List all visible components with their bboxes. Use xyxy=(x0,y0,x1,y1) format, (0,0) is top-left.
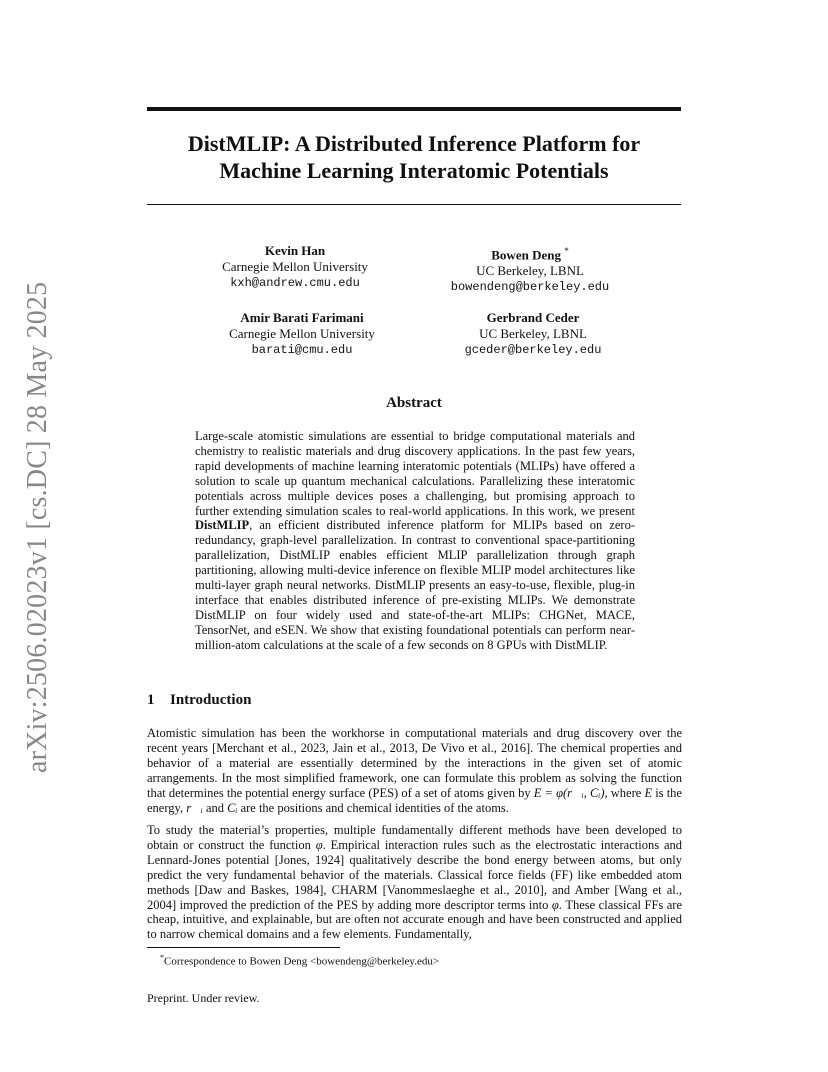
author-name: Bowen Deng * xyxy=(491,246,569,263)
math-symbol: φ xyxy=(551,897,559,912)
math-symbol: r⃗ᵢ xyxy=(186,800,203,815)
author-affiliation: Carnegie Mellon University xyxy=(222,259,368,274)
footnote: *Correspondence to Bowen Deng <bowendeng@berkeley.edu> xyxy=(160,953,440,968)
section-title: Introduction xyxy=(170,692,252,708)
author-name: Gerbrand Ceder xyxy=(486,310,580,325)
paper-title: DistMLIP: A Distributed Inference Platform for Machine Learning Interatomic Potentials xyxy=(187,131,641,183)
math-symbol: E xyxy=(644,785,653,800)
section-heading xyxy=(147,692,251,709)
footnote-rule xyxy=(147,947,340,948)
author-block xyxy=(433,310,633,358)
author-affiliation: Carnegie Mellon University xyxy=(229,326,375,341)
body-paragraph: To study the material’s properties, multiple fundamentally different methods have been developed to obtain or construct the function φ. Empirical interaction rules such as the electrostatic interactions and Lennard-Jones potential [Jones, 1924] qualitatively describe the bond energy between atoms, but only predict the very fundamental behavior of the materials. Classical force fields (FF) like embedded atom methods [Daw and Baskes, 1984], CHARM [Vanommeslaeghe et al., 2010], and Amber [Wang et al., 2004] improved the prediction of the PES by adding more descriptor terms into φ. These classical FFs are cheap, intuitive, and explainable, but are often not accurate enough and have been constructed and applied to narrow chemical domains and a few elements. Fundamentally, xyxy=(147,823,683,942)
body-paragraph: Atomistic simulation has been the workhorse in computational materials and drug discovery over the recent years [Merchant et al., 2023, Jain et al., 2013, De Vivo et al., 2016]. The chemical properties and behavior of a material are essentially determined by the interactions in the given set of atomic arrangements. In the most simplified framework, one can formulate this problem as solving the function that determines the potential energy surface (PES) of a set of atoms given by E = φ(r⃗ᵢ, Cᵢ), where E is the energy, r⃗ᵢ and Cᵢ are the positions and chemical identities of the atoms. xyxy=(147,726,682,815)
title-top-rule xyxy=(147,107,681,111)
preprint-notice: Preprint. Under review. xyxy=(147,991,260,1005)
author-affiliation: UC Berkeley, LBNL xyxy=(479,326,587,341)
title-bottom-rule xyxy=(147,204,681,205)
inline-equation: E = φ(r⃗ᵢ, Cᵢ), xyxy=(533,785,608,800)
author-block xyxy=(202,310,402,358)
math-symbol: Cᵢ xyxy=(227,800,238,815)
author-name: Amir Barati Farimani xyxy=(240,310,364,325)
footnote-marker: * xyxy=(160,953,164,962)
author-block xyxy=(430,243,630,295)
section-number: 1 xyxy=(147,692,155,708)
system-name: DistMLIP xyxy=(195,518,250,533)
author-block xyxy=(195,243,395,291)
abstract-text: Large-scale atomistic simulations are essential to bridge computational materials and chemistry to realistic materials and drug discovery applications. In the past few years, rapid developments of machine learning interatomic potentials (MLIPs) have offered a solution to scale up quantum mechanical calculations. Parallelizing these interatomic potentials across multiple devices poses a challenging, but promising approach to further extending simulation scales to real-world applications. In this work, we present DistMLIP, an efficient distributed inference platform for MLIPs based on zero-redundancy, graph-level parallelization. In contrast to conventional space-partitioning parallelization, DistMLIP enables efficient MLIP parallelization through graph partitioning, allowing multi-device inference on flexible MLIP model architectures like multi-layer graph neural networks. DistMLIP presents an easy-to-use, flexible, plug-in interface that enables distributed inference of pre-existing MLIPs. We demonstrate DistMLIP on four widely used and state-of-the-art MLIPs: CHGNet, MACE, TensorNet, and eSEN. We show that existing foundational potentials can perform near-million-atom calculations at the scale of a few seconds on 8 GPUs with DistMLIP. xyxy=(195,429,635,652)
author-email[interactable]: barati@cmu.edu xyxy=(251,343,353,357)
math-symbol: φ xyxy=(315,837,323,852)
author-affiliation: UC Berkeley, LBNL xyxy=(476,263,584,279)
abstract-heading: Abstract xyxy=(386,395,442,411)
arxiv-identifier: arXiv:2506.02023v1 [cs.DC] 28 May 2025 xyxy=(22,281,53,773)
footnote-marker: * xyxy=(564,246,569,256)
author-email[interactable]: bowendeng@berkeley.edu xyxy=(450,280,610,295)
author-email[interactable]: kxh@andrew.cmu.edu xyxy=(230,276,360,290)
author-email[interactable]: gceder@berkeley.edu xyxy=(464,343,602,357)
author-name: Kevin Han xyxy=(264,243,326,258)
